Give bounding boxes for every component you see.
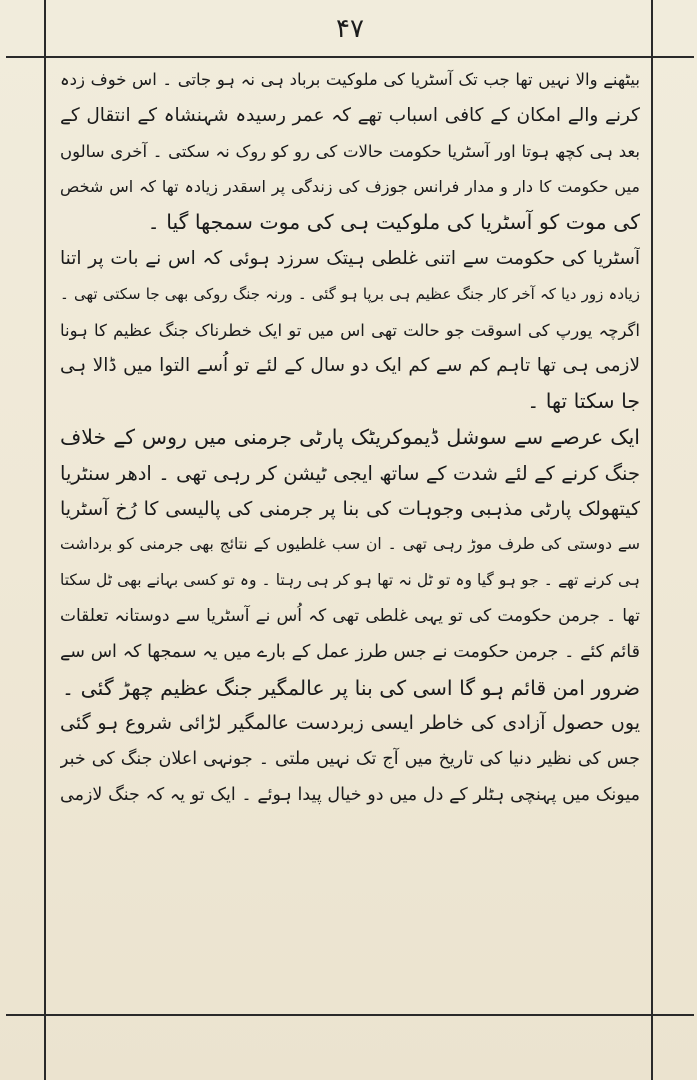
text-line: تھا ۔ جرمن حکومت کی تو یہی غلطی تھی کہ اُس نے آسٹریا سے دوستانہ تعلقات: [60, 605, 640, 626]
text-line: کی موت کو آسٹریا کی ملوکیت ہی کی موت سمجھا گیا ۔: [147, 210, 640, 235]
text-line: قائم کئے ۔ جرمن حکومت نے جس طرز عمل کے بارے میں یہ سمجھا کہ اس سے: [60, 641, 640, 662]
text-line: زیادہ زور دیا کہ آخر کار جنگ عظیم ہی برپا ہو گئی ۔ ورنہ جنگ روکی بھی جا سکتی تھی ۔: [60, 284, 640, 303]
right-margin-rule: [651, 0, 653, 1080]
text-line: یوں حصول آزادی کی خاطر ایسی زبردست عالمگیر لڑائی شروع ہو گئی: [60, 712, 640, 735]
left-margin-rule: [44, 0, 46, 1080]
text-line: بعد ہی کچھ ہوتا اور آسٹریا حکومت حالات کی رو کو روک نہ سکتی ۔ آخری سالوں: [60, 141, 640, 161]
footer-rule: [6, 1014, 694, 1016]
text-line: جنگ کرنے کے لئے شدت کے ساتھ ایجی ٹیشن کر رہی تھی ۔ ادھر سنٹریا: [60, 461, 640, 485]
text-line: ضرور امن قائم ہو گا اسی کی بنا پر عالمگیر جنگ عظیم چھڑ گئی ۔: [62, 675, 640, 700]
text-line: اگرچہ یورپ کی اسوقت جو حالت تھی اس میں تو ایک خطرناک جنگ عظیم کا ہونا: [60, 320, 640, 340]
text-line: ایک عرصے سے سوشل ڈیموکریٹک پارٹی جرمنی میں روس کے خلاف: [60, 424, 640, 449]
text-line: میونک میں پہنچی ہٹلر کے دل میں دو خیال پیدا ہوئے ۔ ایک تو یہ کہ جنگ لازمی: [60, 784, 640, 805]
page-number: ۴۷: [336, 14, 364, 44]
text-line: کیتھولک پارٹی مذہبی وجوہات کی بنا پر جرمنی کی پالیسی کا رُخ آسٹریا: [60, 497, 640, 520]
text-line: کرنے والے امکان کے کافی اسباب تھے کہ عمر رسیدہ شہنشاہ کے انتقال کے: [60, 104, 640, 126]
text-line: جس کی نظیر دنیا کی تاریخ میں آج تک نہیں ملتی ۔ جونہی اعلان جنگ کی خبر: [60, 749, 640, 770]
body-text: [60, 62, 640, 1007]
text-line: ہی کرنے تھے ۔ جو ہو گیا وہ تو ٹل نہ تھا ہو کر ہی رہتا ۔ وہ تو کسی بہانے بھی ٹل سکتا: [60, 571, 640, 590]
header-rule: [6, 56, 694, 58]
text-line: میں حکومت کا دار و مدار فرانس جوزف کی زندگی پر اسقدر زیادہ تھا کہ اس شخص: [60, 177, 640, 197]
text-line: جا سکتا تھا ۔: [527, 389, 640, 414]
text-line: سے دوستی کی طرف موڑ رہی تھی ۔ ان سب غلطیوں کے نتائج بھی جرمنی کو برداشت: [60, 535, 640, 554]
text-line: لازمی ہی تھا تاہم کم سے کم ایک دو سال کے لئے تو اُسے التوا میں ڈالا ہی: [60, 355, 640, 377]
text-line: بیٹھنے والا نہیں تھا جب تک آسٹریا کی ملوکیت برباد ہی نہ ہو جاتی ۔ اس خوف زدہ: [60, 70, 640, 89]
text-line: آسٹریا کی حکومت سے اتنی غلطی ہیتک سرزد ہوئی کہ اس نے بات پر اتنا: [60, 247, 640, 269]
